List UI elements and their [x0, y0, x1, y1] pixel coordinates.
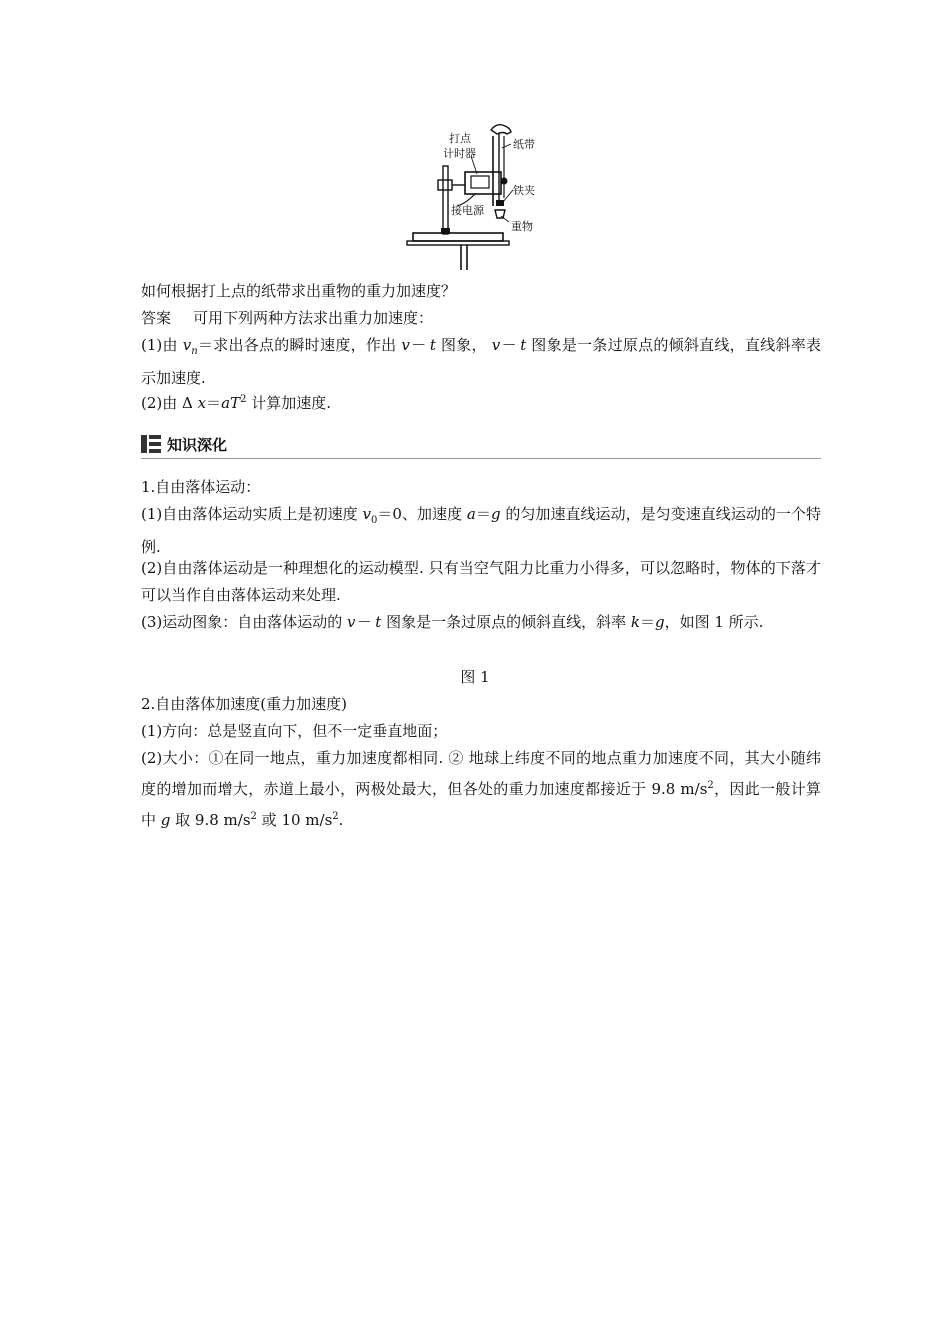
k2p2-c: 取 9.8 m/s — [170, 811, 251, 829]
k2p2-sup-1: 2 — [707, 780, 714, 791]
m2-aT: aT — [221, 394, 241, 412]
k1p3-eq: ＝ — [639, 613, 655, 631]
k1p3-vt: v－ t — [347, 613, 382, 631]
k2p2-sup-2: 2 — [250, 811, 257, 822]
k1p1-sub: 0 — [370, 515, 378, 526]
m2-text-c: 计算加速度. — [246, 394, 331, 412]
k1p1-eq: ＝ — [475, 505, 491, 523]
m1-vt-1: v－ t — [401, 336, 436, 354]
answer-intro: 可用下列两种方法求出重力加速度： — [193, 309, 434, 327]
question-text: 如何根据打上点的纸带求出重物的重力加速度？ — [141, 282, 457, 300]
label-tape: 纸带 — [513, 138, 535, 151]
label-timer-1: 打点 — [449, 132, 471, 145]
section-header — [141, 432, 227, 456]
timer-body — [465, 172, 501, 194]
section-list-icon — [141, 435, 161, 453]
leader-tape — [502, 144, 511, 148]
k1p3-g: g — [654, 613, 665, 631]
m1-prefix: (1)由 — [141, 336, 183, 354]
k2p2-a: (2)大小：①在同一地点，重力加速度都相同. ② 地球上纬度不同的地点重力加速度不同，其大小随纬度的增加而增大，赤道上最小，两极处最大，但各处的重力加速度都接近于 9.8 m/s — [141, 749, 821, 798]
k1p3-c: ，如图 1 所示. — [664, 613, 764, 631]
m1-sub: n — [191, 346, 198, 357]
k2p2-d: 或 10 m/s — [256, 811, 333, 829]
m1-v: v — [182, 336, 192, 354]
k2-point-1: (1)方向：总是竖直向下，但不一定垂直地面； — [141, 722, 448, 740]
k1p1-a-var: a — [466, 505, 476, 523]
free-fall-apparatus-diagram — [405, 118, 565, 278]
stand-pole — [443, 166, 448, 234]
m2-sup: 2 — [240, 394, 247, 405]
k1p3-a: (3)运动图象：自由落体运动的 — [141, 613, 348, 631]
k1p1-a: (1)自由落体运动实质上是初速度 — [141, 505, 363, 523]
label-clamp: 铁夹 — [513, 184, 535, 197]
apparatus-figure — [405, 118, 565, 278]
k1p1-v: v — [362, 505, 371, 523]
k2-point-2 — [141, 745, 821, 834]
m2-eq: ＝ — [206, 394, 222, 412]
k2p2-g: g — [160, 811, 171, 829]
table-top — [407, 241, 509, 245]
section-title: 知识深化 — [167, 435, 228, 454]
k2p2-sup-3: 2 — [332, 811, 339, 822]
k2p2-e: . — [338, 811, 344, 829]
k1p1-b: ＝0、加速度 — [377, 505, 467, 523]
k1p3-b: 图象是一条过原点的倾斜直线，斜率 — [381, 613, 631, 631]
k1-point-3 — [141, 609, 821, 636]
k1-point-1 — [141, 501, 821, 561]
k1-title: 1.自由落体运动： — [141, 478, 261, 496]
label-power: 接电源 — [451, 204, 484, 217]
k1p1-g: g — [490, 505, 501, 523]
m1-text-c: 图象， — [435, 336, 492, 354]
m1-vt-2: v－ t — [491, 336, 527, 354]
k1p1-c: 的匀加速直线运动，是匀变速直线运动的一个特例. — [141, 505, 821, 556]
answer-method-1 — [141, 332, 821, 392]
answer-label: 答案 — [141, 309, 172, 327]
figure-caption: 图 1 — [460, 668, 490, 686]
k1-point-2: (2)自由落体运动是一种理想化的运动模型. 只有当空气阻力比重力小得多，可以忽略时，物体的下落才可以当作自由落体运动来处理. — [141, 559, 821, 604]
iron-clamp — [496, 200, 504, 206]
hand-shape — [491, 125, 511, 134]
k2p2-b: ，因此一般计算中 — [141, 780, 821, 829]
answer-line — [141, 305, 821, 332]
k2-title: 2.自由落体加速度(重力加速度) — [141, 695, 348, 713]
m1-text-d: 图象是一条过原点的倾斜直线，直线斜率表示加速度. — [141, 336, 821, 387]
m1-text-b: ＝求出各点的瞬时速度，作出 — [197, 336, 402, 354]
label-timer-2: 计时器 — [443, 147, 476, 160]
section-divider — [141, 458, 821, 459]
pole-foot — [441, 228, 450, 234]
label-weight: 重物 — [511, 220, 533, 233]
m2-prefix: (2)由 Δ — [141, 394, 198, 412]
leader-weight — [501, 216, 509, 222]
weight — [495, 210, 505, 218]
base-plate — [413, 233, 503, 241]
k1p3-k: k — [630, 613, 640, 631]
m2-x: x — [197, 394, 207, 412]
answer-method-2 — [141, 386, 821, 417]
